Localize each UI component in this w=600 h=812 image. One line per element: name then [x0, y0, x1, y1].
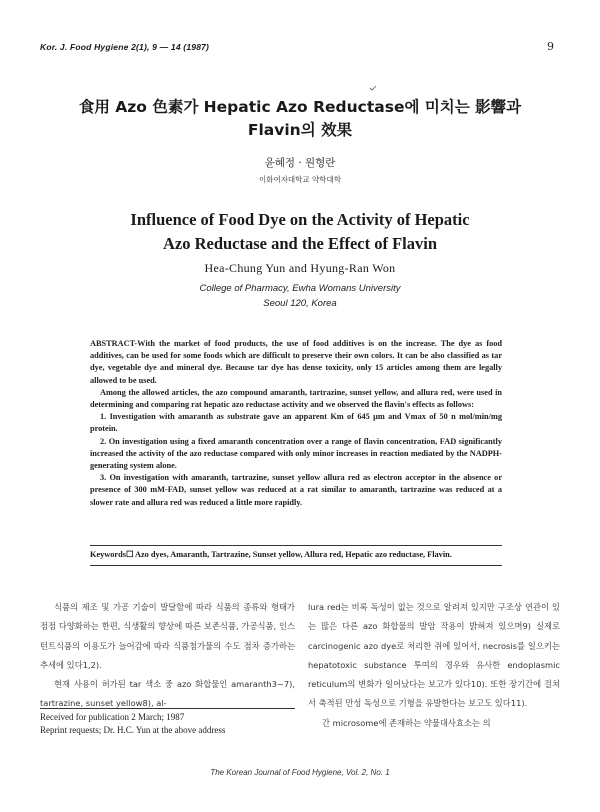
- body-paragraph: 간 microsome에 존재하는 약물대사효소는 의: [322, 717, 491, 728]
- english-title: [40, 208, 560, 256]
- korean-title-line2: Flavin의 效果: [247, 121, 353, 139]
- affiliation-line1: College of Pharmacy, Ewha Womans University: [199, 283, 401, 294]
- body-paragraph: 식품의 제조 및 가공 기술이 발달함에 따라 식품의 종류와 형태가 점점 다양화하는 한편, 식생활의 향상에 따른 보존식품, 가공식품, 인스턴트식품의 이용도가 늘어감에 따라 식품첨가물의 수도 점차 증가하는 추세에 있다1,2).: [40, 602, 295, 670]
- running-head: Kor. J. Food Hygiene 2(1), 9 — 14 (1987): [40, 42, 210, 52]
- check-mark-icon: [369, 85, 377, 91]
- abstract-item: 2. On investigation using a fixed amaranth concentration over a range of flavin concentration, FAD significantly increased the activity of the azo reductase compared with only minor increases in reaction mediated by the NADPH-generating system alone.: [90, 436, 502, 471]
- body-column-right: [308, 598, 560, 733]
- korean-authors: 윤혜정 · 원형란: [264, 157, 336, 169]
- english-authors: Hea-Chung Yun and Hyung-Ran Won: [204, 261, 396, 275]
- english-affiliation: [40, 281, 560, 311]
- abstract-paragraph: Among the allowed articles, the azo compound amaranth, tartrazine, sunset yellow, and allura red, were used in determining and comparing rat hepatic azo reductase activity and we observed the flavin's effects as follows:: [90, 387, 502, 410]
- body-column-left: [40, 598, 295, 714]
- keywords: Keywords☐ Azo dyes, Amaranth, Tartrazine, Sunset yellow, Allura red, Hepatic azo reductase, Flavin.: [90, 545, 502, 566]
- korean-title-line1: 食用 Azo 色素가 Hepatic Azo Reductase에 미치는 影響과: [78, 98, 522, 116]
- english-title-line1: Influence of Food Dye on the Activity of Hepatic: [130, 210, 470, 229]
- abstract: [90, 338, 502, 509]
- abstract-item: 3. On investigation with amaranth, tartrazine, sunset yellow allura red as electron acceptor in the absence or presence of 300 mM-FAD, sunset yellow was reduced at a rat similar to amaranth, tartrazine was reduced at a slower rate and allura red was reduced a little more rapidly.: [90, 473, 502, 507]
- abstract-item: 1. Investigation with amaranth as substrate gave an apparent Km of 645 μm and Vmax of 50 n mol/min/mg protein.: [90, 412, 502, 434]
- body-paragraph: 현재 사용이 허가된 tar 색소 중 azo 화합물인 amaranth3~7), tartrazine, sunset yellow8), al-: [40, 679, 295, 709]
- page-footer: The Korean Journal of Food Hygiene, Vol. 2, No. 1: [210, 768, 390, 777]
- affiliation-line2: Seoul 120, Korea: [263, 298, 337, 309]
- body-paragraph: lura red는 비록 독성이 없는 것으로 알려져 있지만 구조상 연관이 있는 많은 다른 azo 화합물의 발암 작용이 밝혀져 있으며9) 실제로 carcinogenic azo dye로 처리한 쥐에 있어서, necrosis를 일으키는 hepatotoxic substance 투여의 경우와 유사한 endoplasmic reticulum의 변화가 일어났다는 보고가 있다10). 또한 장기간에 걸쳐서 축적된 만성 독성으로 기형을 유발한다는 보고도 있다11).: [308, 602, 560, 709]
- footnote-received: Received for publication 2 March; 1987: [40, 712, 185, 722]
- page-number: 9: [547, 40, 554, 53]
- footnote: [40, 708, 295, 737]
- english-title-line2: Azo Reductase and the Effect of Flavin: [162, 234, 438, 253]
- korean-title: [40, 96, 560, 142]
- footnote-reprint: Reprint requests; Dr. H.C. Yun at the above address: [40, 725, 226, 735]
- abstract-paragraph: ABSTRACT-With the market of food products, the use of food additives is on the increase. The dye as food additives, can be used for some foods which are difficult to preserve their own colors. It can be also classified as tar dye, vegetable dye and mineral dye. Because tar dye has dense toxicity, only 15 articles among them are legally allowed to be used.: [90, 339, 502, 385]
- korean-affiliation: 이화여자대학교 약학대학: [258, 175, 342, 184]
